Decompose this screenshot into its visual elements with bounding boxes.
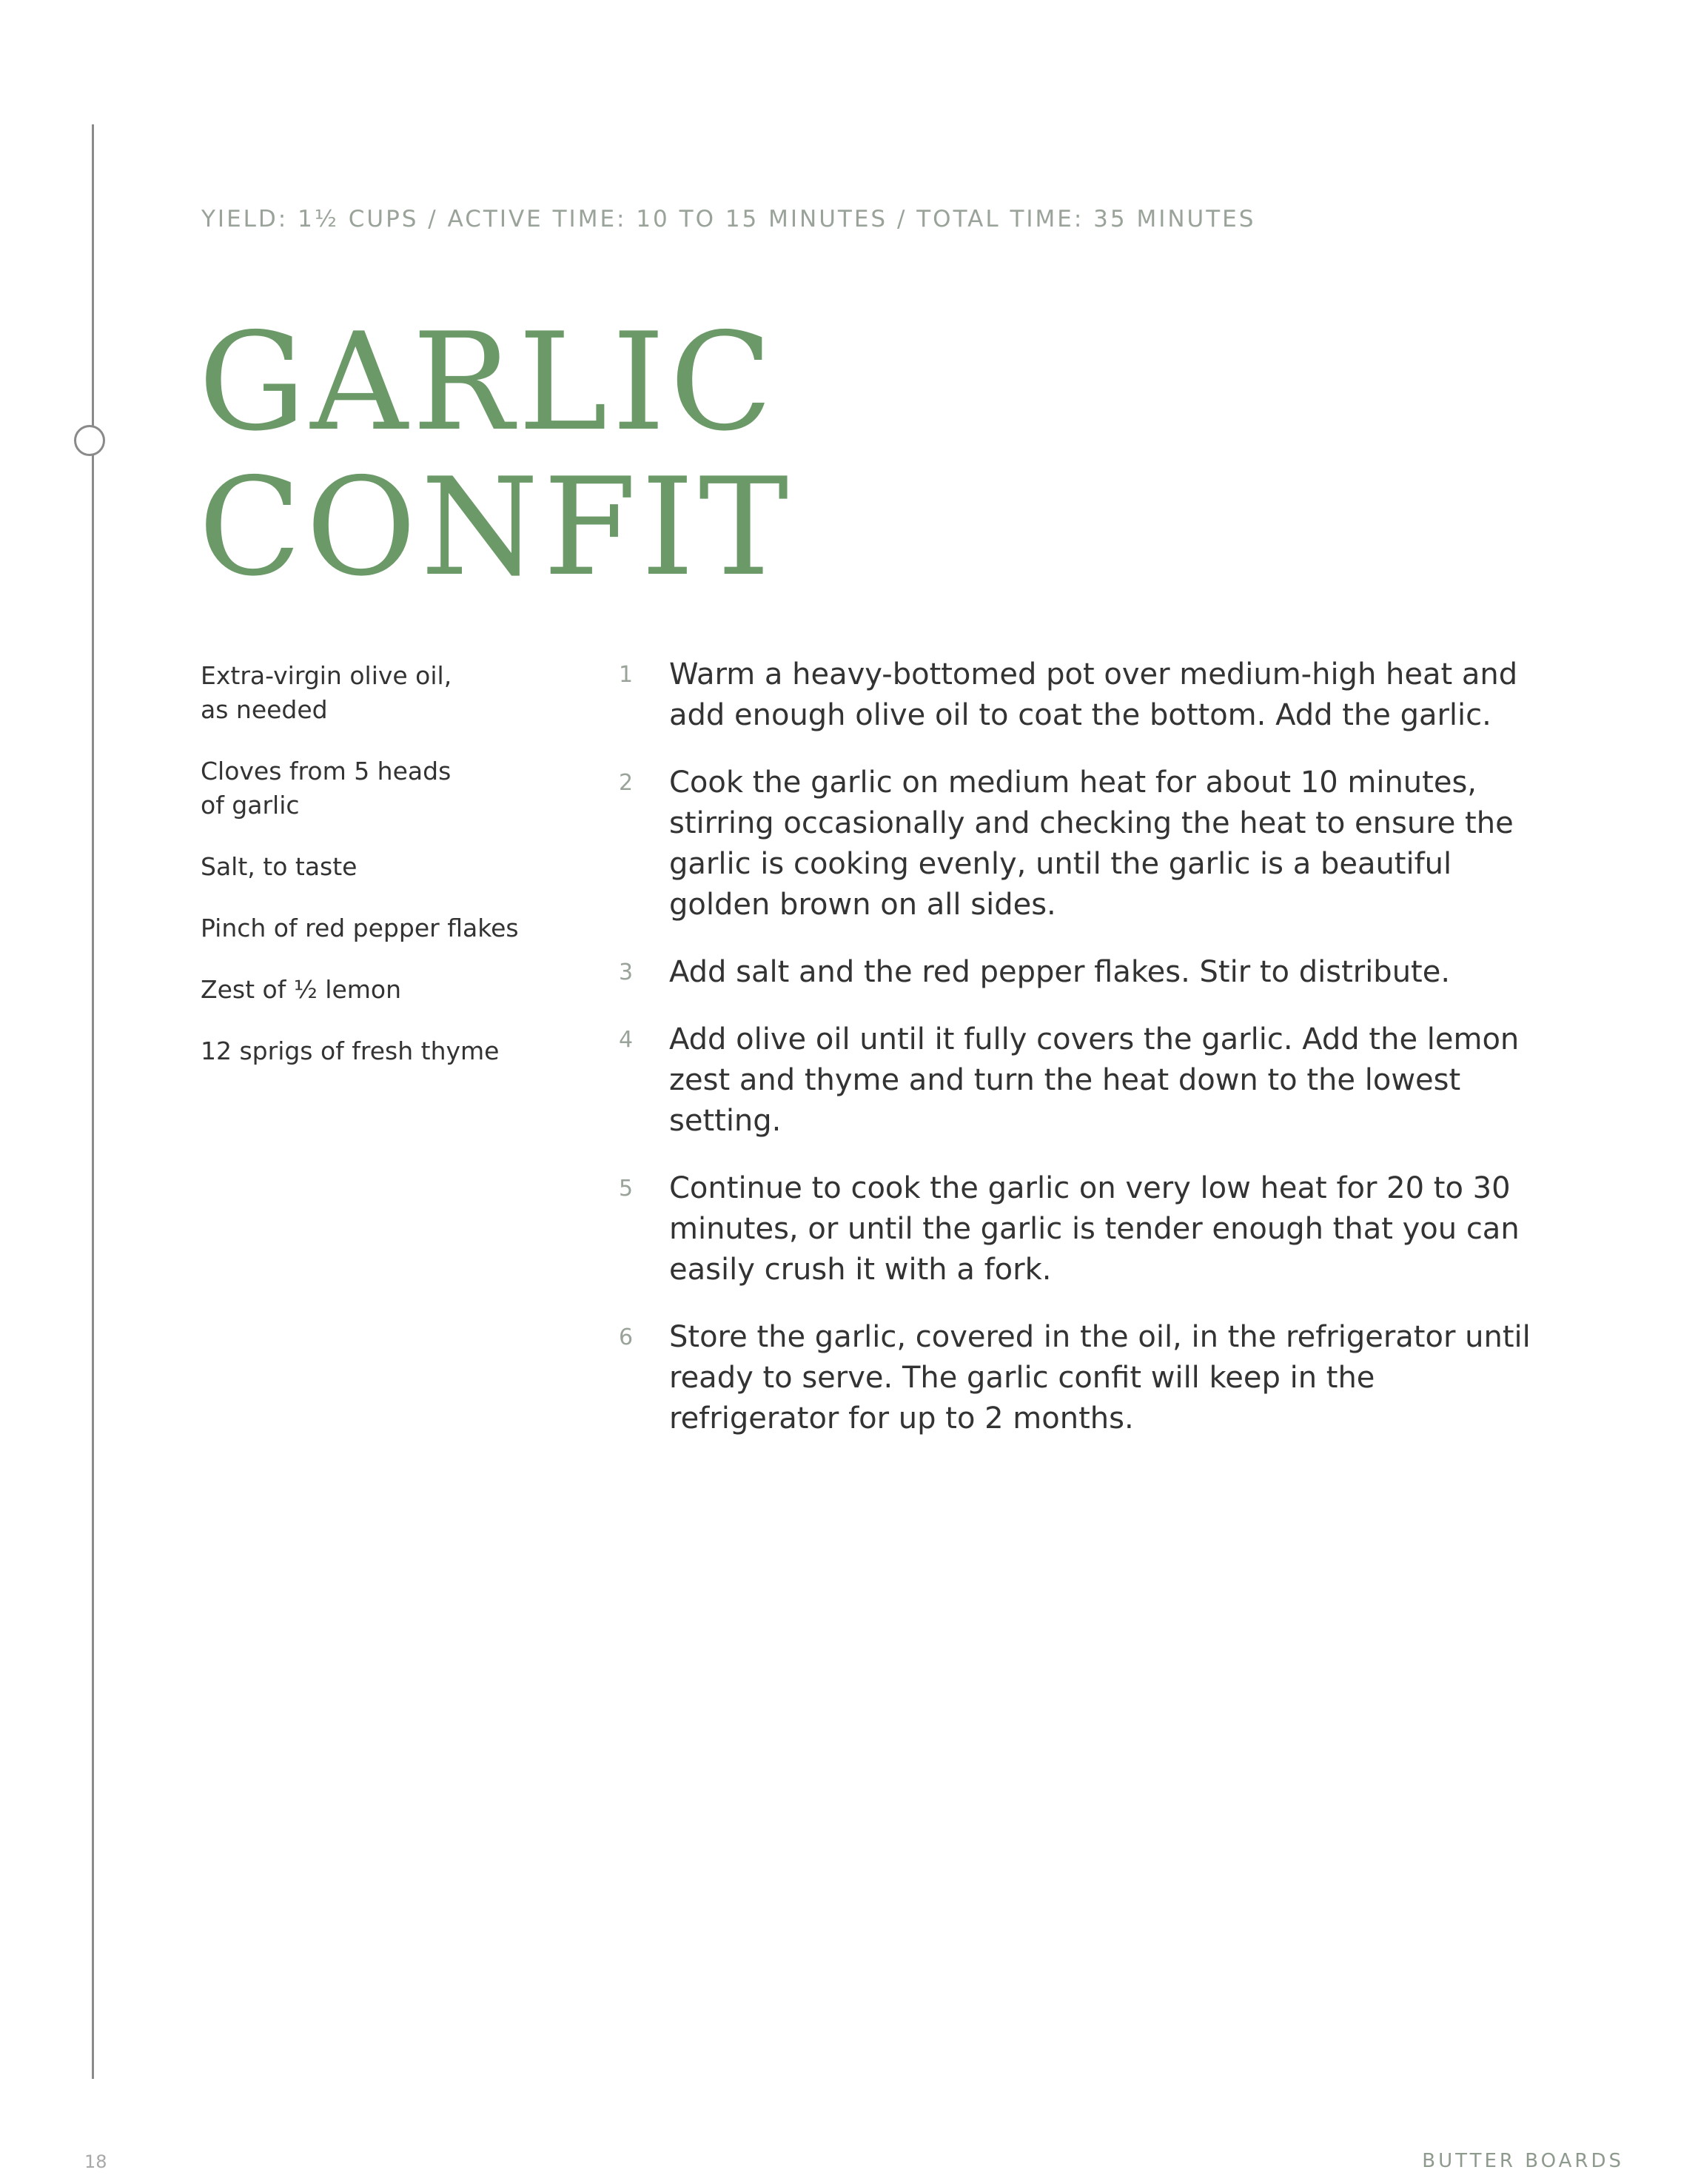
margin-rule-line	[92, 124, 94, 2079]
method-steps-list	[619, 654, 1551, 1466]
step-number: 6	[619, 1324, 634, 1350]
step-text: Add salt and the red pepper flakes. Stir to distribute.	[669, 955, 1451, 989]
recipe-title-line-2: CONFIT	[198, 449, 793, 606]
step-text: Cook the garlic on medium heat for about 10 minutes, stirring occasionally and checking the heat to ensure the garlic is cooking evenly, until the garlic is a beautiful golden brown on all sides.	[669, 766, 1514, 922]
step-number: 4	[619, 1027, 634, 1053]
method-step	[619, 763, 1551, 925]
step-text: Store the garlic, covered in the oil, in the refrigerator until ready to serve. The garlic confit will keep in the refrigerator for up to 2 months.	[669, 1320, 1531, 1436]
method-step	[619, 1019, 1551, 1142]
ingredients-list	[201, 659, 585, 1096]
step-number: 1	[619, 662, 634, 688]
margin-rule-circle-ornament	[74, 425, 105, 456]
recipe-title	[198, 304, 793, 606]
ingredient-item: Zest of ½ lemon	[201, 975, 402, 1004]
step-number: 5	[619, 1176, 634, 1202]
ingredient-item: Salt, to taste	[201, 852, 358, 881]
method-step	[619, 654, 1551, 736]
ingredient-item: Extra-virgin olive oil, as needed	[201, 661, 452, 724]
ingredient-item: 12 sprigs of fresh thyme	[201, 1036, 500, 1065]
method-step	[619, 1317, 1551, 1439]
step-text: Add olive oil until it fully covers the garlic. Add the lemon zest and thyme and turn the heat down to the lowest setting.	[669, 1022, 1520, 1138]
step-number: 2	[619, 770, 634, 796]
step-text: Warm a heavy-bottomed pot over medium-high heat and add enough olive oil to coat the bottom. Add the garlic.	[669, 657, 1518, 732]
method-step	[619, 952, 1551, 993]
page-number: 18	[84, 2151, 107, 2172]
recipe-title-line-1: GARLIC	[198, 304, 777, 460]
step-text: Continue to cook the garlic on very low heat for 20 to 30 minutes, or until the garlic is tender enough that you can easily crush it with a fork.	[669, 1171, 1520, 1287]
ingredient-item: Pinch of red pepper flakes	[201, 914, 519, 942]
step-number: 3	[619, 959, 634, 985]
recipe-yield-time: YIELD: 1½ CUPS / ACTIVE TIME: 10 TO 15 MINUTES / TOTAL TIME: 35 MINUTES	[201, 206, 1256, 232]
ingredient-item: Cloves from 5 heads of garlic	[201, 757, 452, 820]
method-step	[619, 1168, 1551, 1290]
running-head: BUTTER BOARDS	[1422, 2150, 1624, 2172]
